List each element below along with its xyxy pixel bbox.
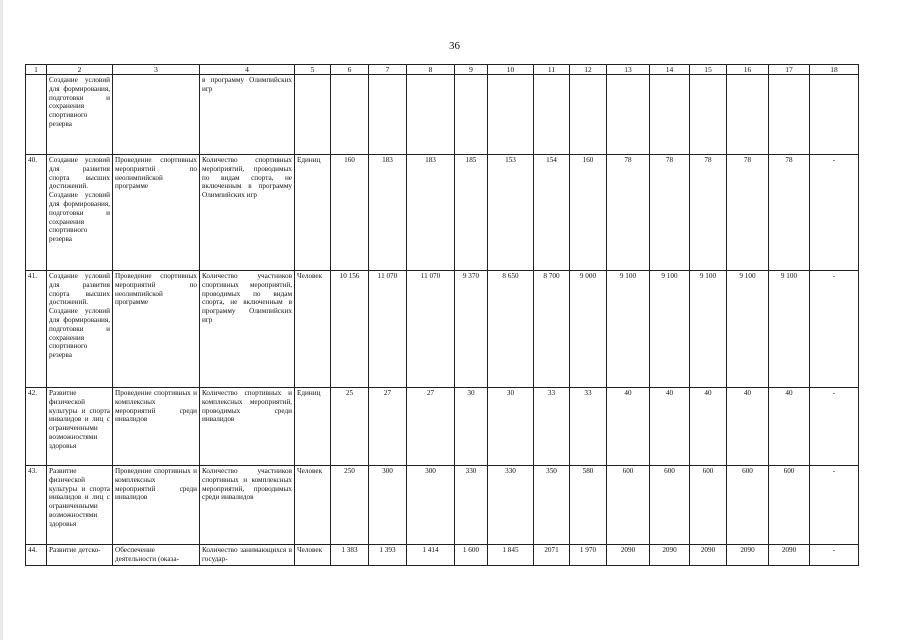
value-cell: 2071	[534, 545, 570, 566]
col-header: 11	[534, 65, 570, 75]
value-cell: 27	[369, 388, 407, 466]
table-row	[26, 155, 859, 271]
value-cell: 350	[534, 466, 570, 545]
col-header: 10	[488, 65, 534, 75]
event-cell: Проведение спортивных и комплексных мероприятий среди инвалидов	[113, 466, 200, 545]
event-cell: Проведение спортивных и комплексных мероприятий среди инвалидов	[113, 388, 200, 466]
indicator-cell: Количество спортивных мероприятий, проводимых по видам спорта, не включенным в программу Олимпийских игр	[200, 155, 295, 271]
value-cell	[769, 75, 810, 155]
value-cell: 25	[331, 388, 369, 466]
col-header: 4	[200, 65, 295, 75]
indicators-table	[25, 64, 859, 566]
value-cell: 600	[727, 466, 769, 545]
value-cell: 78	[769, 155, 810, 271]
value-cell: 183	[407, 155, 455, 271]
value-cell: 11 070	[407, 271, 455, 388]
value-cell: 153	[488, 155, 534, 271]
value-cell: -	[810, 271, 859, 388]
goal-cell: Развитие детско-	[47, 545, 113, 566]
row-number: 43.	[26, 466, 47, 545]
value-cell: 1 600	[455, 545, 488, 566]
col-header: 13	[607, 65, 650, 75]
value-cell	[570, 75, 607, 155]
indicator-cell: Количество занимающихся в государ-	[200, 545, 295, 566]
value-cell: 9 100	[727, 271, 769, 388]
table-row	[26, 466, 859, 545]
page-number: 36	[449, 40, 460, 52]
value-cell	[407, 75, 455, 155]
value-cell	[690, 75, 727, 155]
value-cell: 160	[331, 155, 369, 271]
value-cell: 1 970	[570, 545, 607, 566]
goal-cell: Создание условий для развития спорта высших достижений. Создание условий для формирования, подготовки и сохранения спортивного резерва	[47, 271, 113, 388]
table-row	[26, 545, 859, 566]
goal-cell: Создание условий для формирования, подготовки и сохранения спортивного резерва	[47, 75, 113, 155]
col-header: 5	[295, 65, 331, 75]
unit-cell: Единиц	[295, 388, 331, 466]
unit-cell: Человек	[295, 545, 331, 566]
value-cell: -	[810, 545, 859, 566]
event-cell: Проведение спортивных мероприятий по неолимпийской программе	[113, 155, 200, 271]
value-cell: 2090	[607, 545, 650, 566]
value-cell: 78	[607, 155, 650, 271]
unit-cell: Единиц	[295, 155, 331, 271]
header-row	[26, 65, 859, 75]
value-cell: 8 650	[488, 271, 534, 388]
col-header: 9	[455, 65, 488, 75]
value-cell: 40	[650, 388, 690, 466]
value-cell: 250	[331, 466, 369, 545]
value-cell	[488, 75, 534, 155]
row-number: 41.	[26, 271, 47, 388]
value-cell: 1 383	[331, 545, 369, 566]
goal-cell: Развитие физической культуры и спорта инвалидов и лиц с ограниченными возможностями здоровья	[47, 466, 113, 545]
value-cell	[810, 75, 859, 155]
col-header: 7	[369, 65, 407, 75]
col-header: 18	[810, 65, 859, 75]
value-cell: 30	[488, 388, 534, 466]
value-cell: 27	[407, 388, 455, 466]
value-cell: 11 070	[369, 271, 407, 388]
value-cell	[650, 75, 690, 155]
value-cell: 1 845	[488, 545, 534, 566]
value-cell: 330	[455, 466, 488, 545]
value-cell: 600	[690, 466, 727, 545]
col-header: 15	[690, 65, 727, 75]
value-cell: 9 100	[690, 271, 727, 388]
col-header: 14	[650, 65, 690, 75]
col-header: 3	[113, 65, 200, 75]
scan-edge	[0, 0, 3, 640]
value-cell: 2090	[727, 545, 769, 566]
row-number	[26, 75, 47, 155]
value-cell: 580	[570, 466, 607, 545]
value-cell: 33	[570, 388, 607, 466]
unit-cell	[295, 75, 331, 155]
value-cell: 2090	[690, 545, 727, 566]
indicator-cell: Количество участников спортивных и комплексных мероприятий, проводимых среди инвалидов	[200, 466, 295, 545]
table-row	[26, 271, 859, 388]
goal-cell: Развитие физической культуры и спорта инвалидов и лиц с ограниченными возможностями здоровья	[47, 388, 113, 466]
value-cell: 300	[369, 466, 407, 545]
goal-cell: Создание условий для развития спорта высших достижений. Создание условий для формирования, подготовки и сохранения спортивного резерва	[47, 155, 113, 271]
value-cell	[727, 75, 769, 155]
value-cell: 10 156	[331, 271, 369, 388]
col-header: 1	[26, 65, 47, 75]
col-header: 16	[727, 65, 769, 75]
value-cell: 300	[407, 466, 455, 545]
value-cell: 1 393	[369, 545, 407, 566]
value-cell: 40	[690, 388, 727, 466]
value-cell: -	[810, 466, 859, 545]
value-cell: 1 414	[407, 545, 455, 566]
value-cell: 160	[570, 155, 607, 271]
value-cell	[369, 75, 407, 155]
row-number: 44.	[26, 545, 47, 566]
value-cell: 9 000	[570, 271, 607, 388]
value-cell: 2090	[769, 545, 810, 566]
col-header: 8	[407, 65, 455, 75]
indicator-cell: Количество спортивных и комплексных мероприятий, проводимых среди инвалидов	[200, 388, 295, 466]
value-cell: -	[810, 388, 859, 466]
value-cell: 8 700	[534, 271, 570, 388]
value-cell: 600	[769, 466, 810, 545]
col-header: 6	[331, 65, 369, 75]
value-cell: 9 100	[769, 271, 810, 388]
value-cell: 40	[769, 388, 810, 466]
col-header: 17	[769, 65, 810, 75]
value-cell: 33	[534, 388, 570, 466]
value-cell	[455, 75, 488, 155]
row-number: 40.	[26, 155, 47, 271]
value-cell: 154	[534, 155, 570, 271]
value-cell: 9 100	[607, 271, 650, 388]
col-header: 2	[47, 65, 113, 75]
indicator-cell: в программу Олимпийских игр	[200, 75, 295, 155]
value-cell: 600	[607, 466, 650, 545]
value-cell: 9 370	[455, 271, 488, 388]
value-cell: 2090	[650, 545, 690, 566]
table-row	[26, 388, 859, 466]
unit-cell: Человек	[295, 271, 331, 388]
value-cell: 78	[650, 155, 690, 271]
value-cell	[331, 75, 369, 155]
value-cell: 330	[488, 466, 534, 545]
row-number: 42.	[26, 388, 47, 466]
value-cell: 78	[690, 155, 727, 271]
value-cell: 185	[455, 155, 488, 271]
table-row	[26, 75, 859, 155]
value-cell: 78	[727, 155, 769, 271]
event-cell: Обеспечение деятельности (оказа-	[113, 545, 200, 566]
col-header: 12	[570, 65, 607, 75]
value-cell: -	[810, 155, 859, 271]
value-cell: 30	[455, 388, 488, 466]
value-cell: 600	[650, 466, 690, 545]
event-cell	[113, 75, 200, 155]
value-cell	[607, 75, 650, 155]
indicator-cell: Количество участников спортивных мероприятий, проводимых по видам спорта, не включенным в программу Олимпийских игр	[200, 271, 295, 388]
value-cell: 40	[607, 388, 650, 466]
event-cell: Проведение спортивных мероприятий по неолимпийской программе	[113, 271, 200, 388]
unit-cell: Человек	[295, 466, 331, 545]
value-cell: 40	[727, 388, 769, 466]
value-cell	[534, 75, 570, 155]
value-cell: 9 100	[650, 271, 690, 388]
value-cell: 183	[369, 155, 407, 271]
